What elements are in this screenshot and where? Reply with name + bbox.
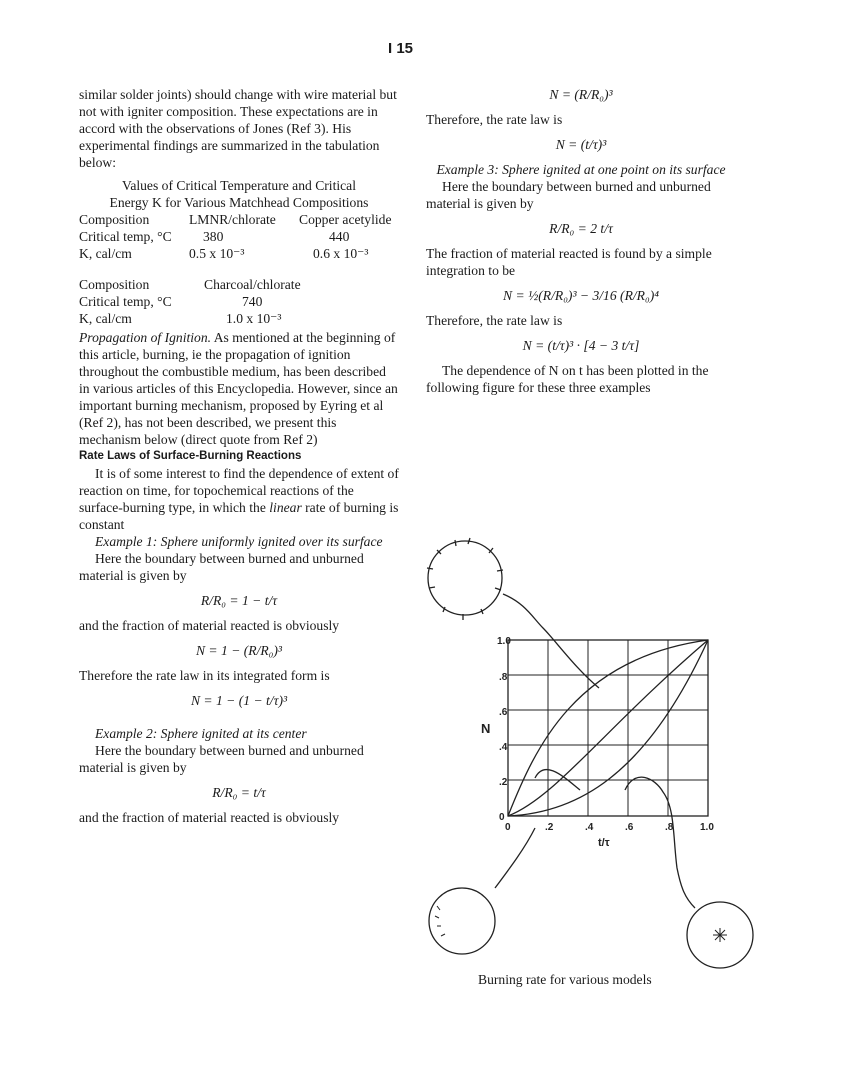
y-tick: 0 xyxy=(499,812,505,823)
rate-laws-heading: Rate Laws of Surface-Burning Reactions xyxy=(79,450,302,462)
dependence-text: The dependence of N on t has been plotted in the following figure for these three examples xyxy=(426,363,709,395)
equation-2: N = 1 − (R/R₀)³ xyxy=(195,643,283,658)
y-tick: 1.0 xyxy=(497,636,511,647)
x-tick: .2 xyxy=(545,822,554,833)
composition-table-1 xyxy=(79,211,399,262)
rate-text: It is of some interest to find the dependence of extent of reaction on time, for topochemical reactions of the surface-burning type, in which the xyxy=(79,466,399,515)
y-axis-label: N xyxy=(481,721,491,736)
x-tick: .8 xyxy=(665,822,674,833)
sphere-one-point-icon xyxy=(429,888,495,954)
equation-7: R/R₀ = 2 t/τ xyxy=(549,221,613,236)
table-cell: 380 xyxy=(203,229,224,244)
equation-1: R/R₀ = 1 − t/τ xyxy=(200,593,278,608)
y-tick: .2 xyxy=(499,777,508,788)
table-cell: Critical temp, °C xyxy=(79,229,172,244)
table-cell: 440 xyxy=(329,229,350,244)
ignition-arrows xyxy=(427,538,503,620)
table-cell: Copper acetylide xyxy=(299,212,392,227)
table-title-line-2: Energy K for Various Matchhead Compositions xyxy=(109,195,369,210)
table-cell: Composition xyxy=(79,277,150,292)
table-cell: 740 xyxy=(242,294,263,309)
table-cell: 0.6 x 10⁻³ xyxy=(313,246,369,261)
example-2-title: Example 2: Sphere ignited at its center xyxy=(95,726,307,741)
example-3-title: Example 3: Sphere ignited at one point on its surface xyxy=(436,162,726,177)
table-cell: Charcoal/chlorate xyxy=(204,277,301,292)
x-tick: 1.0 xyxy=(700,822,714,833)
leader-line-3 xyxy=(625,777,695,908)
left-column xyxy=(79,86,399,826)
y-tick: .8 xyxy=(499,672,508,683)
table-cell: K, cal/cm xyxy=(79,246,132,261)
example-1-title: Example 1: Sphere uniformly ignited over its surface xyxy=(95,534,383,549)
example-3-text: Here the boundary between burned and unburned material is given by xyxy=(426,179,711,211)
example-1-rate-text: Therefore the rate law in its integrated form is xyxy=(79,668,330,683)
table-cell: K, cal/cm xyxy=(79,311,132,326)
burning-rate-figure xyxy=(415,528,775,988)
figure-caption: Burning rate for various models xyxy=(478,972,652,987)
rate-text-linear: linear xyxy=(269,500,302,515)
rate-laws-paragraph xyxy=(79,465,399,533)
y-tick: .6 xyxy=(499,707,508,718)
table-cell: Critical temp, °C xyxy=(79,294,172,309)
propagation-title: Propagation of Ignition. xyxy=(79,330,212,345)
rate-law-text-1: Therefore, the rate law is xyxy=(426,112,563,127)
right-column xyxy=(426,86,736,396)
rate-law-text-2: Therefore, the rate law is xyxy=(426,313,563,328)
equation-8: N = ½(R/R₀)³ − 3/16 (R/R₀)⁴ xyxy=(503,288,659,303)
x-tick: 0 xyxy=(505,822,511,833)
example-3-fraction-text: The fraction of material reacted is found by a simple integration to be xyxy=(426,246,712,278)
example-1-text: Here the boundary between burned and unburned material is given by xyxy=(79,551,364,583)
y-tick: .4 xyxy=(499,742,508,753)
page-number: I 15 xyxy=(388,40,414,57)
equation-4: R/R₀ = t/τ xyxy=(212,785,266,800)
table-cell: 1.0 x 10⁻³ xyxy=(226,311,282,326)
propagation-text: As mentioned at the beginning of this article, burning, ie the propagation of ignition throughout the combustible medium, has been described in various articles of this Encyclopedia. However, since an important burning mechanism, proposed by Eyring et al (Ref 2), has not been described, we present this mechanism below (direct quote from Ref 2) xyxy=(79,330,398,447)
table-cell: 0.5 x 10⁻³ xyxy=(189,246,245,261)
intro-paragraph: similar solder joints) should change with wire material but not with igniter composition. These expectations are in accord with the observations of Jones (Ref 3). His experimental findings are summarized in the tabulation below: xyxy=(79,87,397,170)
x-tick: .4 xyxy=(585,822,594,833)
curve-one-point xyxy=(508,640,708,816)
example-2-text: Here the boundary between burned and unburned material is given by xyxy=(79,743,364,775)
rate-text: rate of burning is constant xyxy=(79,500,399,532)
leader-line-4 xyxy=(495,828,535,888)
x-tick: .6 xyxy=(625,822,634,833)
table-cell: Composition xyxy=(79,212,150,227)
equation-5: N = (R/R₀)³ xyxy=(549,87,613,102)
composition-table-2 xyxy=(79,276,399,327)
table-title-line-1: Values of Critical Temperature and Critical xyxy=(122,178,356,193)
example-2-fraction-text: and the fraction of material reacted is obviously xyxy=(79,810,340,825)
equation-6: N = (t/τ)³ xyxy=(555,137,607,152)
leader-line-1 xyxy=(503,594,599,688)
table-cell: LMNR/chlorate xyxy=(189,212,276,227)
propagation-paragraph xyxy=(79,329,399,448)
equation-9: N = (t/τ)³ · [4 − 3 t/τ] xyxy=(522,338,640,353)
example-1-fraction-text: and the fraction of material reacted is obviously xyxy=(79,618,340,633)
x-axis-label: t/τ xyxy=(598,837,610,849)
equation-3: N = 1 − (1 − t/τ)³ xyxy=(190,693,288,708)
